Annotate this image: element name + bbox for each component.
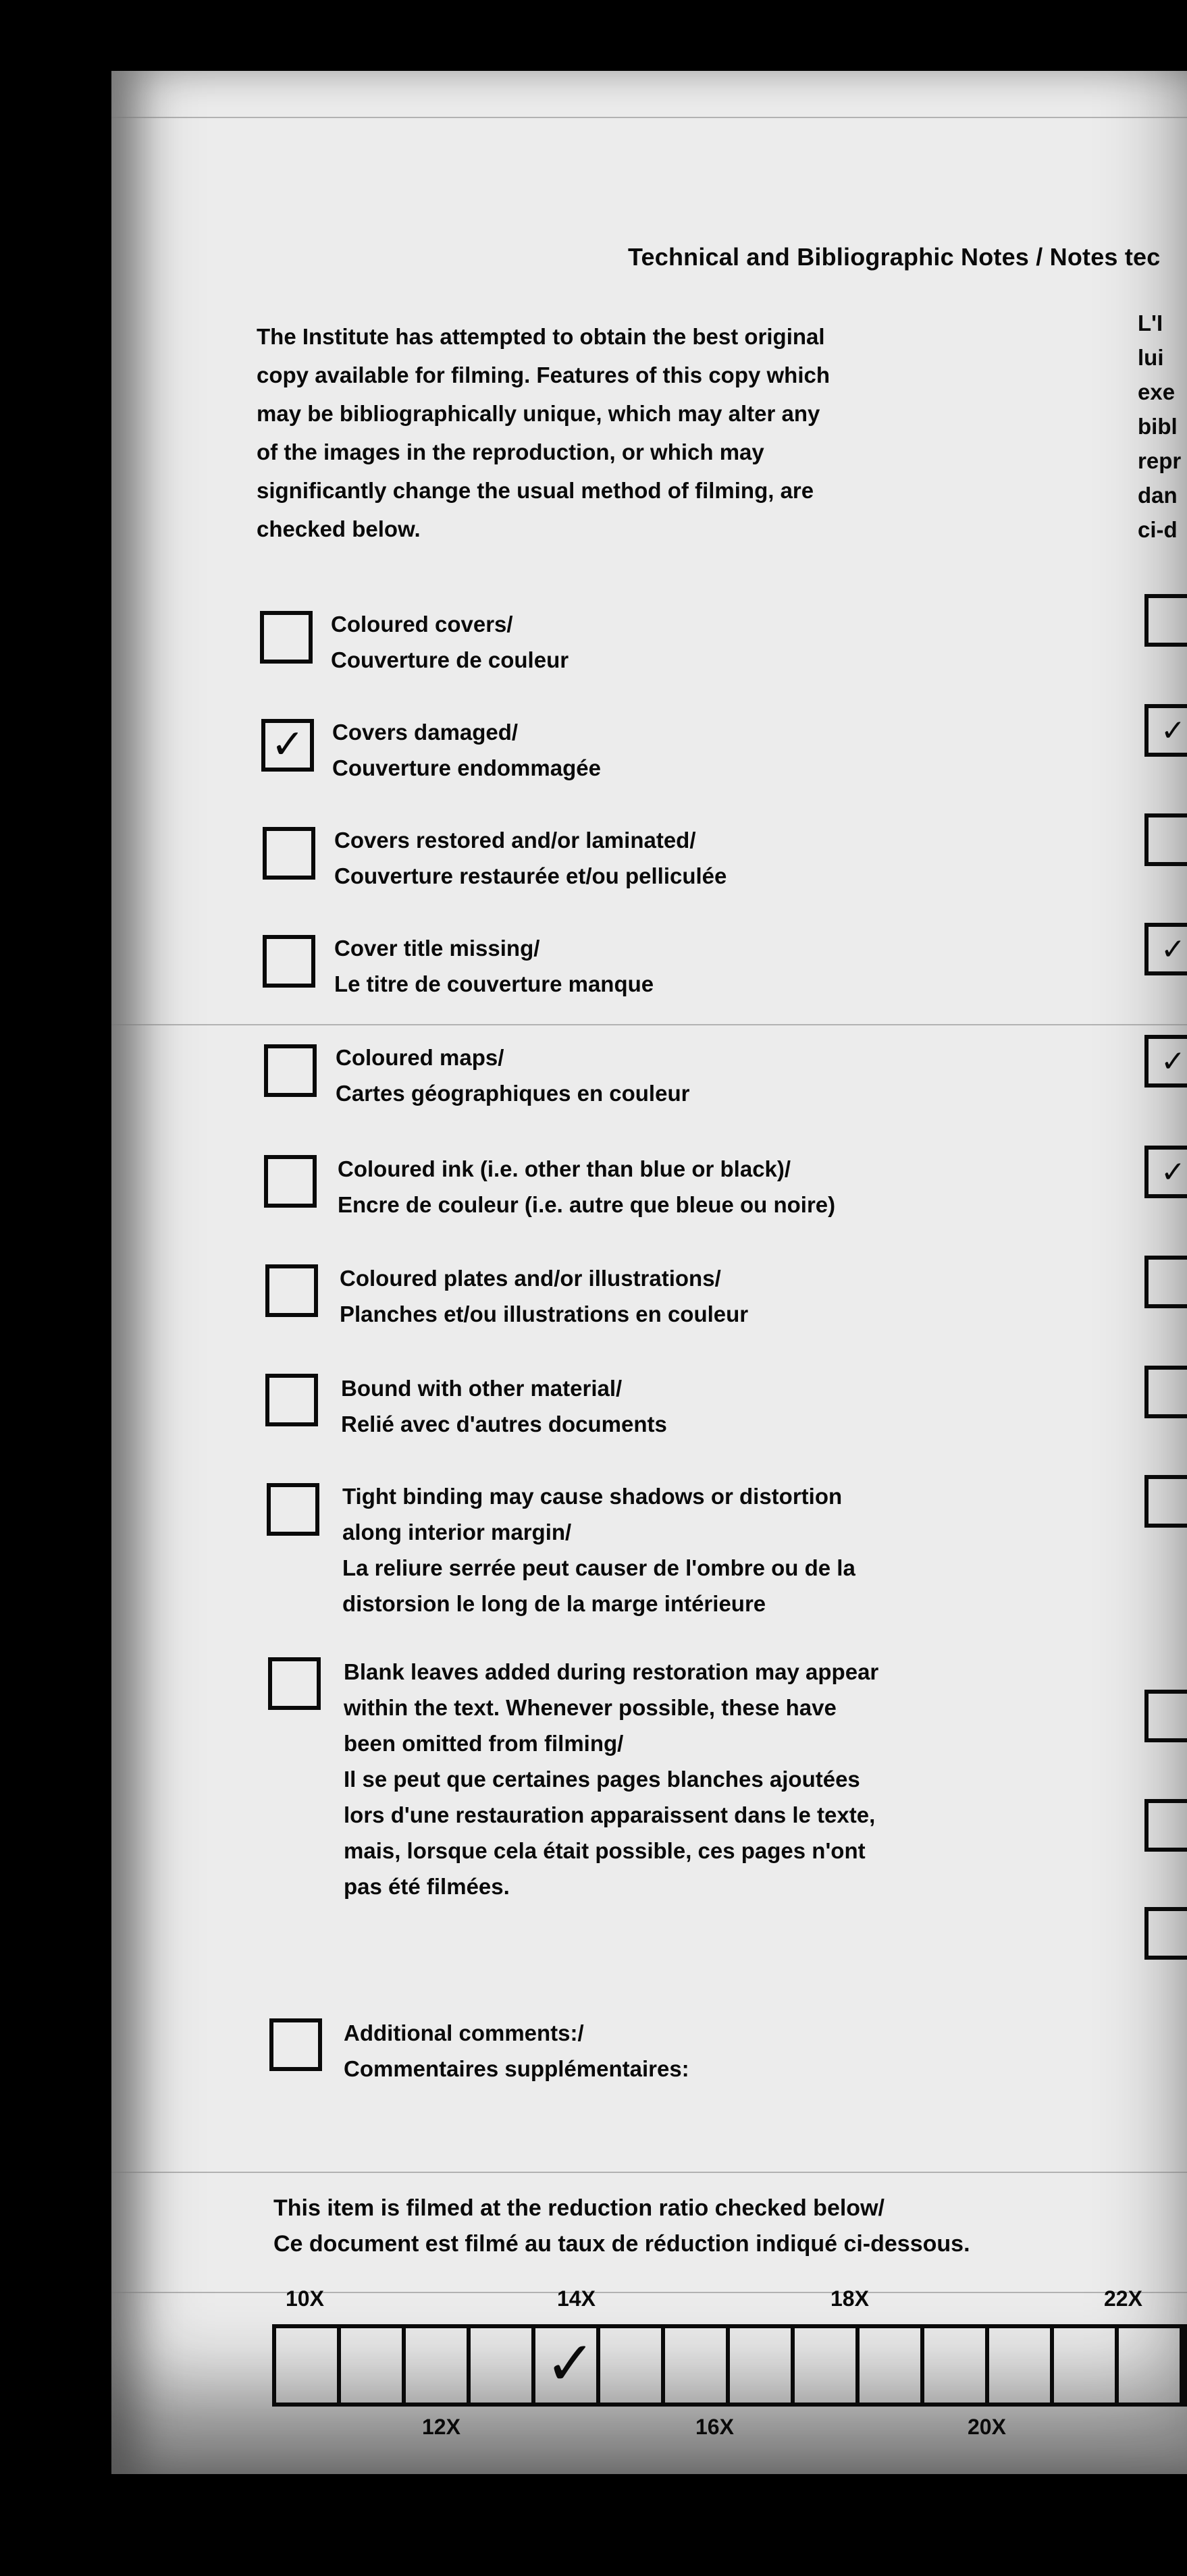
intro-right-line: bibl [1138, 414, 1178, 439]
checklist-item-line: Coloured ink (i.e. other than blue or black)/ [338, 1156, 791, 1181]
checklist-item-line: Couverture de couleur [331, 647, 569, 672]
checklist-item-line: Coloured maps/ [336, 1045, 504, 1070]
checkbox-right[interactable] [1144, 1035, 1187, 1088]
reduction-label-top: 14X [557, 2286, 596, 2311]
reduction-ratio-bar [272, 2324, 1187, 2407]
reduction-label-top: 22X [1104, 2286, 1142, 2311]
checklist-item-line: been omitted from filming/ [344, 1731, 624, 1756]
checklist-item-label [342, 1478, 855, 1621]
checkbox-right[interactable] [1144, 1256, 1187, 1308]
checklist-item-label [334, 822, 727, 894]
reduction-line-fr: Ce document est filmé au taux de réduction indiqué ci-dessous. [273, 2231, 970, 2257]
checklist-item-label [341, 1370, 667, 1442]
checkbox[interactable] [268, 1657, 321, 1710]
checkbox-right[interactable] [1144, 1475, 1187, 1528]
reduction-cell[interactable] [665, 2328, 730, 2403]
checkbox-right[interactable] [1144, 813, 1187, 866]
checklist-item-line: Commentaires supplémentaires: [344, 2056, 689, 2081]
checklist-item-label [336, 1040, 689, 1111]
checkbox[interactable] [265, 1264, 318, 1317]
checklist-item-label [344, 2015, 689, 2087]
checkbox[interactable] [265, 1374, 318, 1426]
reduction-cell[interactable] [276, 2328, 341, 2403]
checklist-item-line: distorsion le long de la marge intérieure [342, 1591, 766, 1616]
checklist-item-line: Bound with other material/ [341, 1376, 623, 1401]
intro-line: checked below. [257, 516, 421, 541]
checkbox-right[interactable] [1144, 1146, 1187, 1198]
checkbox[interactable] [269, 2018, 322, 2071]
checklist-item-line: Covers restored and/or laminated/ [334, 828, 696, 853]
reduction-cell[interactable] [535, 2328, 600, 2403]
intro-right-line: lui [1138, 345, 1164, 370]
intro-right-line: repr [1138, 448, 1182, 473]
intro-right-line: exe [1138, 379, 1176, 404]
checklist-item-line: along interior margin/ [342, 1520, 572, 1545]
intro-paragraph-right [1138, 306, 1187, 547]
checkbox[interactable] [263, 827, 315, 880]
checklist-item-label [334, 930, 654, 1002]
checklist-item-line: Coloured plates and/or illustrations/ [340, 1266, 721, 1291]
checklist-item-label [331, 606, 569, 678]
reduction-cell[interactable] [1054, 2328, 1119, 2403]
intro-paragraph [257, 317, 932, 548]
intro-line: of the images in the reproduction, or which may [257, 439, 764, 464]
checklist-item-label [340, 1260, 748, 1332]
scan-line [111, 117, 1187, 118]
checklist-item-line: Additional comments:/ [344, 2020, 584, 2045]
document-page [111, 71, 1187, 2474]
reduction-cell[interactable] [1119, 2328, 1184, 2403]
checkmark-icon: ✓ [1161, 714, 1186, 747]
checklist-item-line: La reliure serrée peut causer de l'ombre ou de la [342, 1555, 855, 1580]
checklist-item-line: Blank leaves added during restoration may appear [344, 1659, 879, 1684]
checklist-item-line: pas été filmées. [344, 1874, 510, 1899]
checkmark-icon: ✓ [1161, 1156, 1186, 1189]
scan-line [111, 1024, 1187, 1025]
checkbox[interactable] [264, 1044, 317, 1097]
checklist-item-line: Couverture restaurée et/ou pelliculée [334, 863, 727, 888]
checklist-item-line: Le titre de couverture manque [334, 971, 654, 996]
checkbox-right[interactable] [1144, 704, 1187, 757]
page-title: Technical and Bibliographic Notes / Notes tec [628, 243, 1161, 271]
scan-line [111, 2172, 1187, 2173]
reduction-label-bottom: 12X [422, 2415, 460, 2439]
intro-right-line: L'I [1138, 311, 1163, 336]
checkbox-right[interactable] [1144, 1907, 1187, 1960]
checklist-item-line: Il se peut que certaines pages blanches ajoutées [344, 1767, 860, 1792]
reduction-label-top: 10X [286, 2286, 324, 2311]
reduction-label-top: 18X [830, 2286, 869, 2311]
checklist-item-line: Tight binding may cause shadows or distortion [342, 1484, 843, 1509]
intro-line: may be bibliographically unique, which may alter any [257, 401, 820, 426]
reduction-cell[interactable] [341, 2328, 406, 2403]
checkbox[interactable] [263, 935, 315, 988]
checklist-item-line: Covers damaged/ [332, 720, 519, 745]
checkbox-right[interactable] [1144, 1690, 1187, 1742]
reduction-cell[interactable] [989, 2328, 1054, 2403]
scan-line [111, 2292, 1187, 2293]
reduction-cell[interactable] [924, 2328, 989, 2403]
intro-line: significantly change the usual method of filming, are [257, 478, 814, 503]
reduction-cell[interactable] [471, 2328, 535, 2403]
intro-line: copy available for filming. Features of this copy which [257, 363, 830, 387]
intro-right-line: ci-d [1138, 517, 1178, 542]
reduction-cell[interactable] [600, 2328, 665, 2403]
reduction-note [273, 2191, 970, 2262]
reduction-cell[interactable] [406, 2328, 471, 2403]
checklist-item-line: Planches et/ou illustrations en couleur [340, 1302, 749, 1326]
checklist-item-line: Couverture endommagée [332, 755, 601, 780]
checklist-item-line: Coloured covers/ [331, 612, 513, 637]
checkmark-icon: ✓ [1161, 933, 1186, 966]
checklist-item-line: Cover title missing/ [334, 936, 540, 961]
checklist-item-line: lors d'une restauration apparaissent dans le texte, [344, 1802, 876, 1827]
checkbox[interactable] [267, 1483, 319, 1536]
checkbox[interactable] [260, 611, 313, 664]
reduction-cell[interactable] [730, 2328, 795, 2403]
reduction-line-en: This item is filmed at the reduction ratio checked below/ [273, 2195, 885, 2221]
checkmark-icon: ✓ [271, 722, 305, 767]
checklist-item-line: mais, lorsque cela était possible, ces pages n'ont [344, 1838, 866, 1863]
checklist-item-label [332, 714, 601, 786]
checklist-item-line: Cartes géographiques en couleur [336, 1081, 690, 1106]
checkbox[interactable] [261, 719, 314, 772]
checkbox-right[interactable] [1144, 594, 1187, 647]
reduction-cell[interactable] [860, 2328, 924, 2403]
checkbox[interactable] [264, 1155, 317, 1208]
intro-line: The Institute has attempted to obtain the best original [257, 324, 825, 349]
checkbox-right[interactable] [1144, 923, 1187, 975]
checkmark-icon: ✓ [1161, 1045, 1186, 1078]
checklist-item-label [338, 1151, 835, 1223]
checkbox-right[interactable] [1144, 1799, 1187, 1852]
checklist-item-line: within the text. Whenever possible, these have [344, 1695, 837, 1720]
reduction-cell[interactable] [795, 2328, 860, 2403]
checklist-item-label [344, 1654, 878, 1904]
checkbox-right[interactable] [1144, 1366, 1187, 1418]
checkmark-icon: ✓ [545, 2330, 596, 2398]
intro-right-line: dan [1138, 483, 1178, 508]
reduction-label-bottom: 16X [695, 2415, 734, 2439]
checklist-item-line: Encre de couleur (i.e. autre que bleue ou noire) [338, 1192, 836, 1217]
reduction-label-bottom: 20X [968, 2415, 1006, 2439]
checklist-item-line: Relié avec d'autres documents [341, 1412, 667, 1437]
